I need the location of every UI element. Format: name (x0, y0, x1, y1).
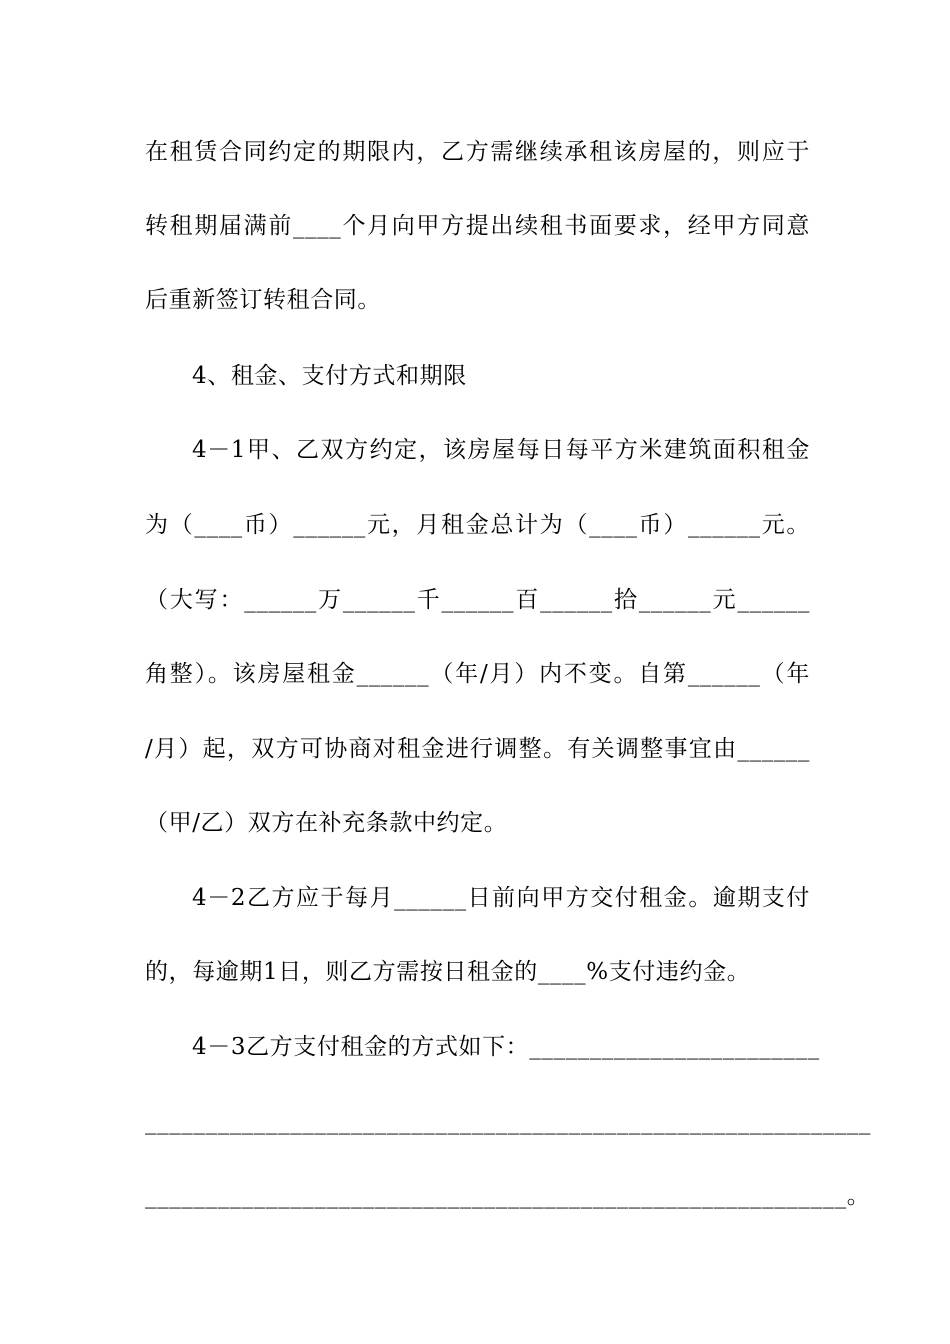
section-heading: 4、租金、支付方式和期限 (192, 363, 467, 389)
paragraph-line: 后重新签订转租合同。 (145, 287, 381, 313)
paragraph-line: 转租期届满前____个月向甲方提出续租书面要求，经甲方同意 (145, 213, 810, 239)
paragraph-line: 角整）。该房屋租金______（年/月）内不变。自第______（年 (145, 661, 810, 687)
paragraph-line: 4－2乙方应于每月______日前向甲方交付租金。逾期支付 (192, 885, 810, 911)
paragraph-line: 4－3乙方支付租金的方式如下：________________________ (192, 1034, 820, 1060)
paragraph-line: 的，每逾期1日，则乙方需按日租金的____%支付违约金。 (145, 959, 751, 985)
paragraph-line: 在租赁合同约定的期限内，乙方需继续承租该房屋的，则应于 (145, 139, 810, 165)
paragraph-line: （甲/乙）双方在补充条款中约定。 (145, 810, 508, 836)
paragraph-line: 为（____币）______元，月租金总计为（____币）______元。 (145, 512, 810, 538)
blank-fill-line: __________________________________________________________。 (145, 1183, 871, 1209)
paragraph-line: 4－1甲、乙双方约定，该房屋每日每平方米建筑面积租金 (192, 437, 810, 463)
paragraph-line: /月）起，双方可协商对租金进行调整。有关调整事宜由______ (145, 736, 810, 762)
blank-fill-line: ____________________________________________________________ (145, 1109, 871, 1135)
paragraph-line: （大写：______万______千______百______拾______元______ (145, 587, 810, 613)
